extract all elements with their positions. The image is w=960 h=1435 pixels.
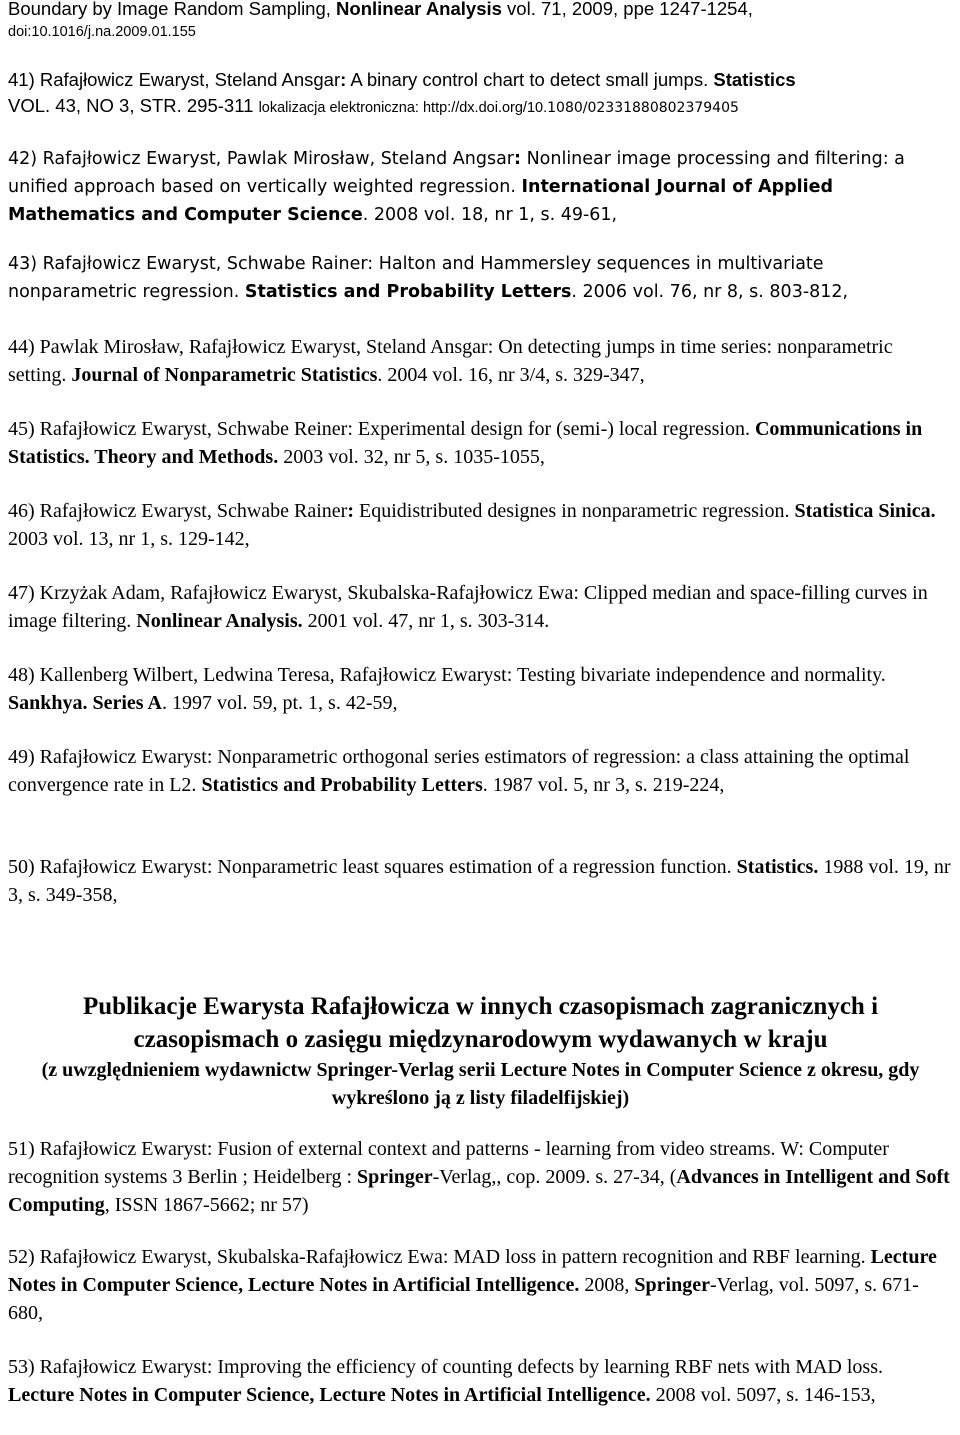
series-name: Advances in Intelligent and Soft Computing <box>8 1166 950 1216</box>
entry-details: 2008, <box>579 1274 635 1296</box>
entry-authors: 48) Kallenberg Wilbert, Ledwina Teresa, Rafajłowicz Ewaryst: <box>8 664 517 686</box>
journal-name: Communications in Statistics. Theory and Methods. <box>8 418 923 468</box>
entry-47 <box>8 579 953 635</box>
section-title-line-1: Publikacje Ewarysta Rafajłowicza w innych czasopismach zagranicznych i <box>82 993 879 1020</box>
entry-40-continuation <box>8 0 953 42</box>
entry-details: . 2004 vol. 16, nr 3/4, s. 329-347, <box>377 364 645 386</box>
doi: doi:10.1016/j.na.2009.01.155 <box>8 24 196 40</box>
entry-authors: 45) Rafajłowicz Ewaryst, Schwabe Reiner: <box>8 418 358 440</box>
journal-name: Nonlinear Analysis. <box>136 610 303 632</box>
entry-colon: : <box>340 69 347 90</box>
entry-details: vol. 71, 2009, ppe 1247-1254, <box>501 0 753 19</box>
entry-authors: 49) Rafajłowicz Ewaryst: <box>8 746 218 768</box>
entry-text: 52) Rafajłowicz Ewaryst, Skubalska-Rafajłowicz Ewa: MAD loss in pattern recognition and RBF learning. <box>8 1246 871 1268</box>
entry-link-text: lokalizacja elektroniczna: http://dx.doi.org/10. <box>258 100 548 116</box>
entry-authors: 41) Rafajłowicz Ewaryst, Steland Ansgar <box>8 69 341 90</box>
entry-text: Boundary by Image Random Sampling, <box>8 0 337 19</box>
entry-details: 1988 vol. 19, nr 3, s. 349-358, <box>8 856 951 906</box>
entry-authors: 43) Rafajłowicz Ewaryst, Schwabe Rainer: <box>8 254 379 274</box>
entry-title: Nonlinear image processing and filtering: a unified approach based on vertically weighted regression. <box>8 149 905 197</box>
journal-name: Sankhya. Series A <box>8 692 162 714</box>
entry-authors: 44) Pawlak Mirosław, Rafajłowicz Ewaryst, Steland Ansgar: <box>8 336 499 358</box>
entry-title: A binary control chart to detect small jumps. <box>346 69 714 90</box>
entry-title: On detecting jumps in time series: nonparametric setting. <box>8 336 893 386</box>
entry-43 <box>8 250 953 306</box>
entry-41 <box>8 67 953 121</box>
journal-name: Nonlinear Analysis <box>336 0 502 19</box>
entry-title: Halton and Hammersley sequences in multivariate nonparametric regression. <box>8 254 824 302</box>
entry-title: Testing bivariate independence and normality. <box>516 664 886 686</box>
entry-details: 2001 vol. 47, nr 1, s. 303-314. <box>302 610 550 632</box>
publisher-name: Springer <box>357 1166 433 1188</box>
journal-name: Journal of Nonparametric Statistics <box>71 364 378 386</box>
entry-details: 2003 vol. 13, nr 1, s. 129-142, <box>8 528 250 550</box>
section-subtitle: (z uwzględnieniem wydawnictw Springer-Verlag serii Lecture Notes in Computer Science z okresu, gdy wykreślono ją z listy filadelfijskiej) <box>41 1059 920 1109</box>
entry-details: . 1997 vol. 59, pt. 1, s. 42-59, <box>161 692 398 714</box>
section-heading <box>8 990 953 1112</box>
entry-details: . 2008 vol. 18, nr 1, s. 49-61, <box>362 205 618 225</box>
entry-details: . 1987 vol. 5, nr 3, s. 219-224, <box>482 774 725 796</box>
entry-authors: 42) Rafajłowicz Ewaryst, Pawlak Mirosław, Steland Angsar <box>8 149 514 169</box>
entry-48 <box>8 661 953 717</box>
entry-53 <box>8 1353 953 1409</box>
entry-authors: 47) Krzyżak Adam, Rafajłowicz Ewaryst, Skubalska-Rafajłowicz Ewa: <box>8 582 584 604</box>
entry-title: Equidistributed designes in nonparametric regression. <box>354 500 795 522</box>
entry-colon: : <box>514 149 521 169</box>
entry-44 <box>8 333 953 389</box>
entry-details: 2008 vol. 5097, s. 146-153, <box>650 1384 876 1406</box>
entry-title: Clipped median and space-filling curves in image filtering. <box>8 582 928 632</box>
section-title-line-2: czasopismach o zasięgu międzynarodowym wydawanych w kraju <box>133 1026 828 1053</box>
journal-name: Statistics. <box>736 856 819 878</box>
entry-49 <box>8 743 953 799</box>
entry-title: Experimental design for (semi-) local regression. <box>357 418 755 440</box>
entry-colon: : <box>347 500 354 522</box>
entry-link-number: 1080/02331880802379405 <box>547 100 739 116</box>
entry-text: 53) Rafajłowicz Ewaryst: Improving the efficiency of counting defects by learning RBF nets with MAD loss. <box>8 1356 883 1378</box>
entry-details-end: -Verlag, vol. 5097, s. 671-680, <box>8 1274 919 1324</box>
entry-authors: 46) Rafajłowicz Ewaryst, Schwabe Rainer <box>8 500 348 522</box>
journal-name: International Journal of Applied Mathematics and Computer Science <box>8 177 834 225</box>
journal-name: Statistica Sinica. <box>794 500 936 522</box>
series-name: Lecture Notes in Computer Science, Lecture Notes in Artificial Intelligence. <box>8 1384 651 1406</box>
entry-text: 51) Rafajłowicz Ewaryst: Fusion of external context and patterns - learning from video streams. W: Computer recognition systems 3 Berlin ; Heidelberg : <box>8 1138 889 1188</box>
entry-title: Nonparametric orthogonal series estimators of regression: a class attaining the optimal convergence rate in L2. <box>8 746 910 796</box>
entry-51 <box>8 1135 958 1219</box>
entry-45 <box>8 415 953 471</box>
entry-details-end: , ISSN 1867-5662; nr 57) <box>104 1194 309 1216</box>
journal-name: Statistics and Probability Letters <box>201 774 483 796</box>
entry-details: VOL. 43, NO 3, STR. 295-311 <box>8 95 259 116</box>
entry-details: . 2006 vol. 76, nr 8, s. 803-812, <box>571 282 849 302</box>
entry-details: -Verlag,, cop. 2009. s. 27-34, ( <box>432 1166 677 1188</box>
journal-name: Statistics and Probability Letters <box>244 282 572 302</box>
series-name: Lecture Notes in Computer Science, Lecture Notes in Artificial Intelligence. <box>8 1246 937 1296</box>
entry-details: 2003 vol. 32, nr 5, s. 1035-1055, <box>278 446 545 468</box>
entry-46 <box>8 497 953 553</box>
entry-title: Nonparametric least squares estimation of a regression function. <box>217 856 737 878</box>
entry-authors: 50) Rafajłowicz Ewaryst: <box>8 856 218 878</box>
entry-42 <box>8 145 953 229</box>
entry-52 <box>8 1243 953 1327</box>
journal-name: Statistics <box>713 69 796 90</box>
entry-50 <box>8 853 953 909</box>
publisher-name: Springer <box>634 1274 710 1296</box>
